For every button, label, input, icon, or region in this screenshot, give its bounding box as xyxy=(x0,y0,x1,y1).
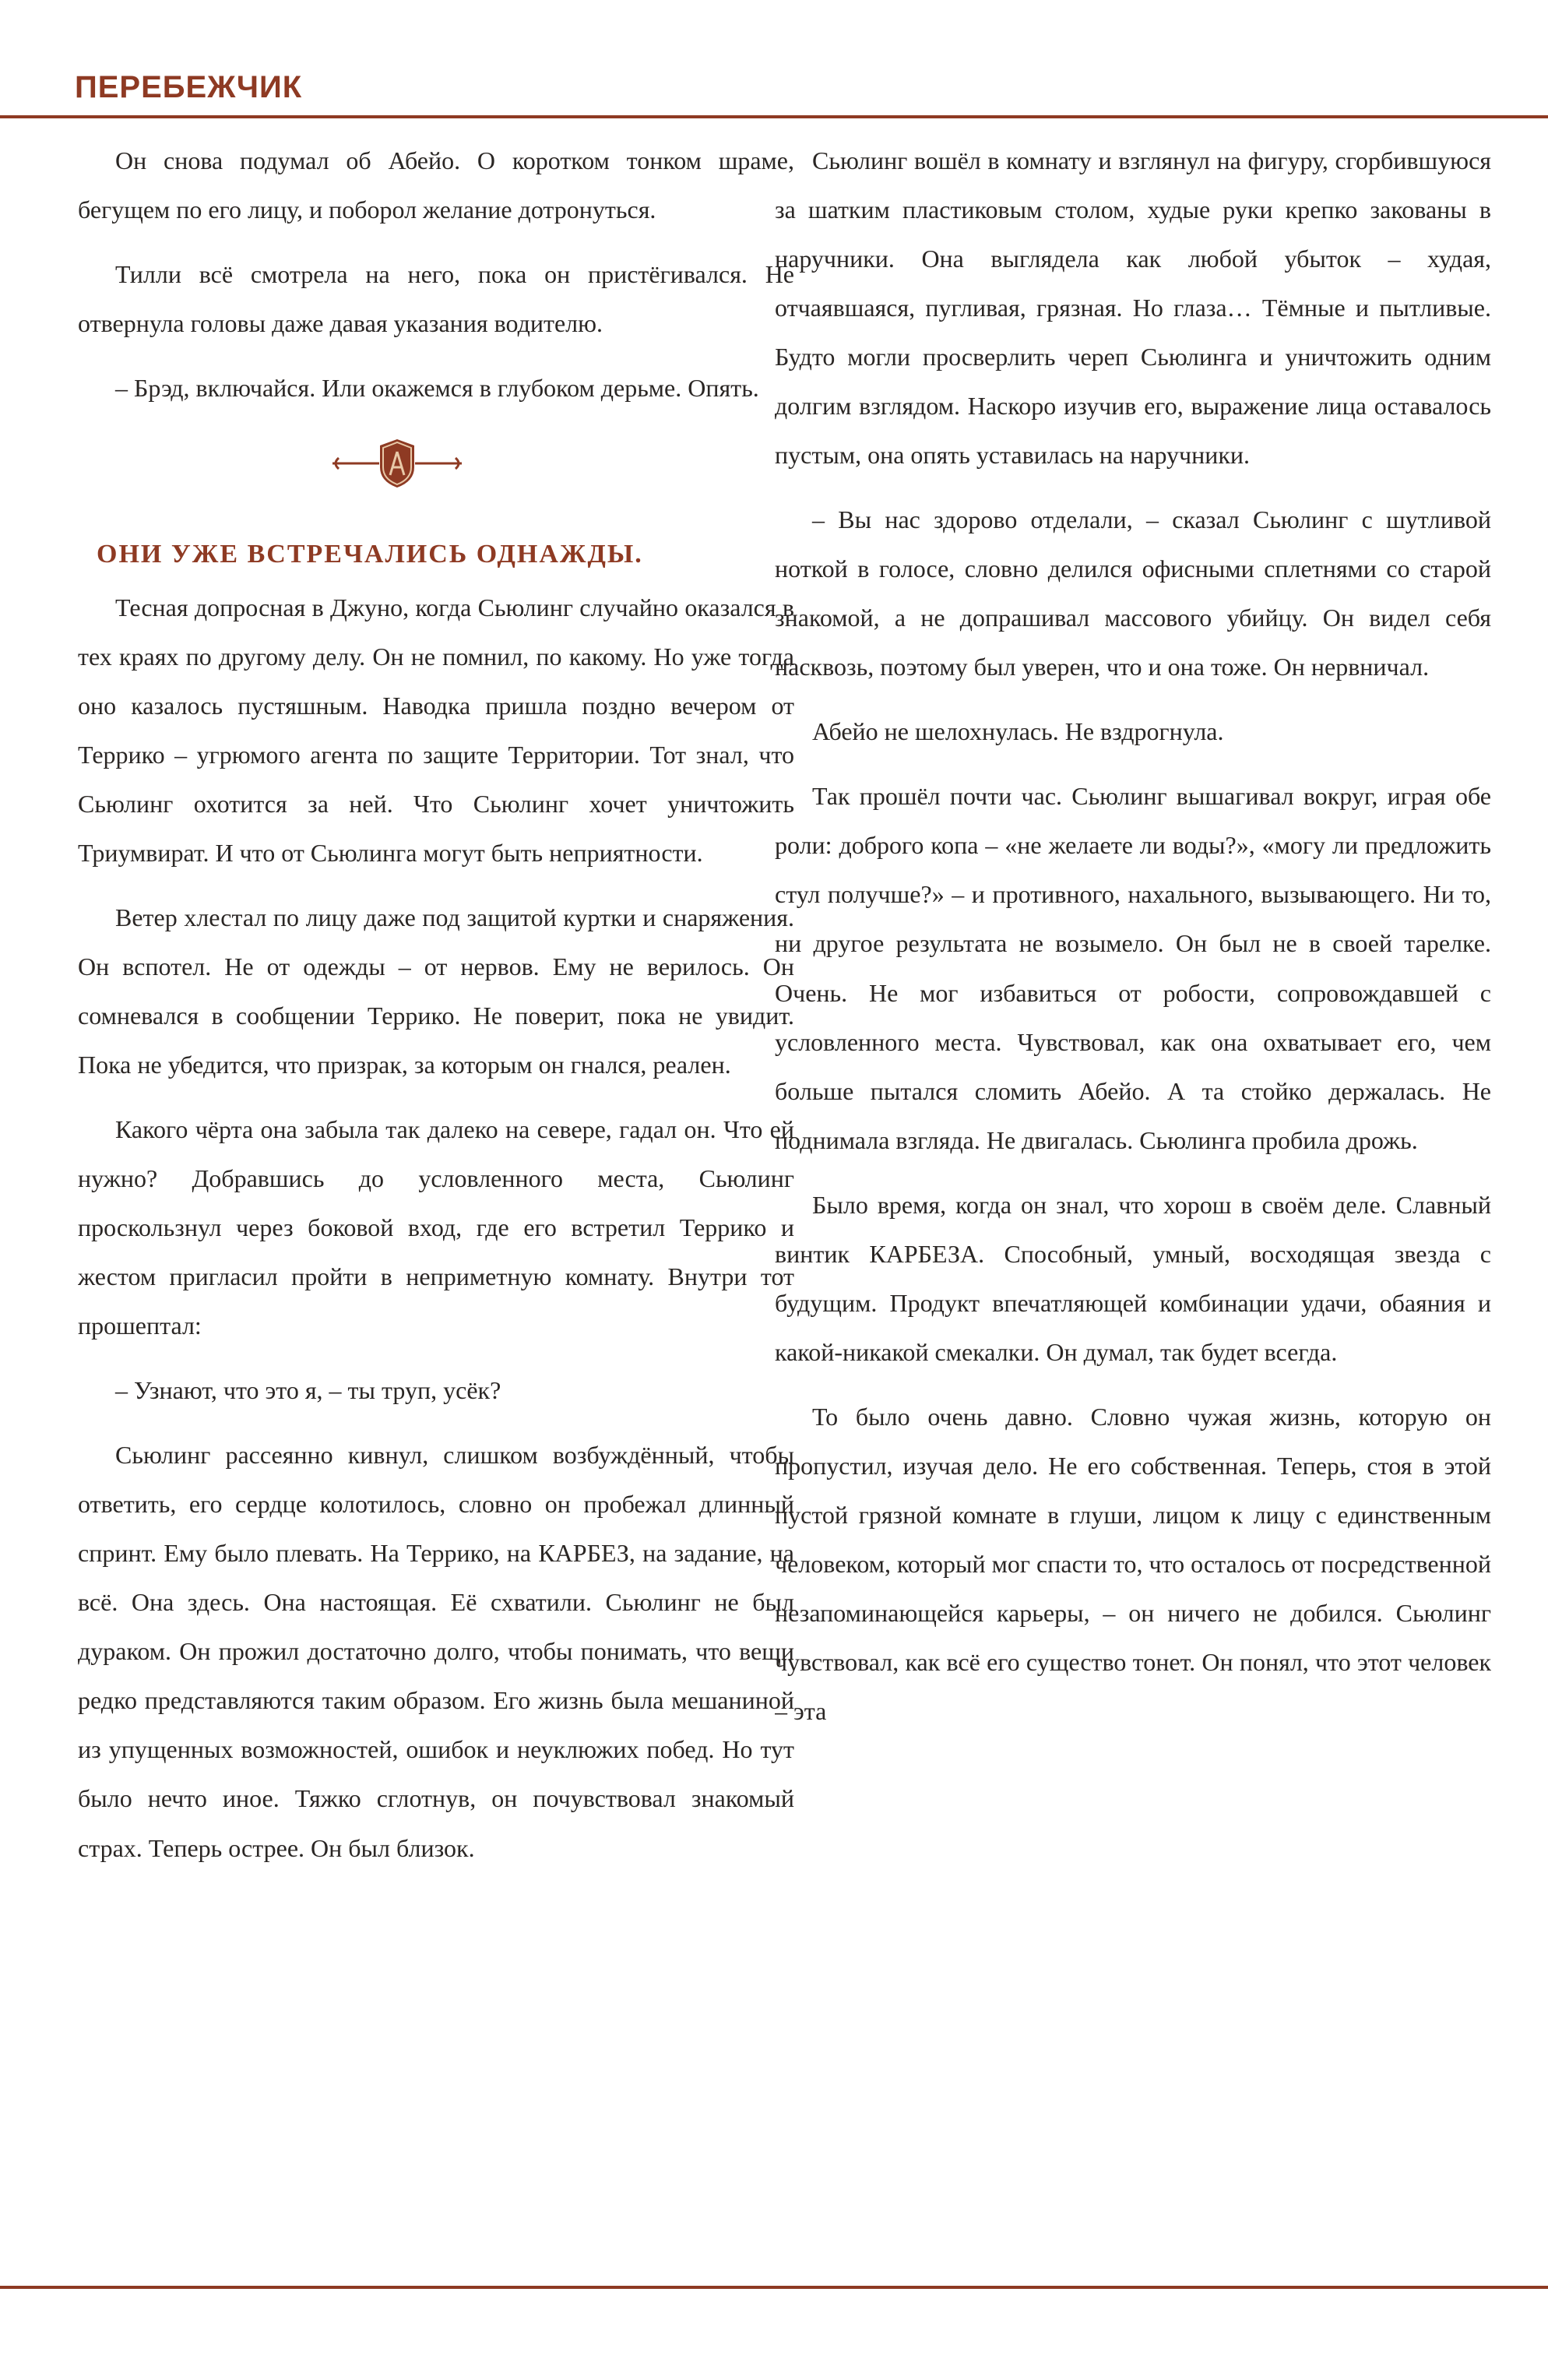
body-paragraph: Было время, когда он знал, что хорош в своём деле. Славный винтик КАРБЕЗА. Способный, умный, восходящая звезда с будущим. Продукт впечатляющей комбинации удачи, обаяния и какой-никакой смекалки. Он думал, так будет всегда. xyxy=(775,1190,1491,1366)
body-paragraph: Ветер хлестал по лицу даже под защитой куртки и снаряжения. Он вспотел. Не от одежды – от нервов. Ему не верилось. Он сомневался в сообщении Террико. Не поверит, пока не увидит. Пока не убедится, что призрак, за которым он гнался, реален. xyxy=(78,903,794,1079)
left-column xyxy=(78,136,794,2270)
right-column xyxy=(775,136,1491,2270)
body-paragraph: То было очень давно. Словно чужая жизнь, которую он пропустил, изучая дело. Не его собственная. Теперь, стоя в этой пустой грязной комнате в глуши, лицом к лицу с единственным человеком, который мог спасти то, что осталось от посредственной незапоминающейся карьеры, – он ничего не добился. Сьюлинг чувствовал, как всё его существо тонет. Он понял, что этот человек – эта xyxy=(775,1402,1491,1725)
body-paragraph: Сьюлинг рассеянно кивнул, слишком возбуждённый, чтобы ответить, его сердце колотилось, словно он пробежал длинный спринт. Ему было плевать. На Террико, на КАРБЕЗ, на задание, на всё. Она здесь. Она настоящая. Её схватили. Сьюлинг не был дураком. Он прожил достаточно долго, чтобы понимать, что вещи редко представляются таким образом. Его жизнь была мешаниной из упущенных возможностей, ошибок и неуклюжих побед. Но тут было нечто иное. Тяжко сглотнув, он почувствовал знакомый страх. Теперь острее. Он был близок. xyxy=(78,1441,794,1862)
body-paragraph: – Вы нас здорово отделали, – сказал Сьюлинг с шутливой ноткой в голосе, словно делился офисными сплетнями со старой знакомой, а не допрашивал массового убийцу. Он видел себя насквозь, поэтому был уверен, что и она тоже. Он нервничал. xyxy=(775,505,1491,681)
body-paragraph: – Узнают, что это я, – ты труп, усёк? xyxy=(115,1376,501,1405)
footer-rule xyxy=(0,2286,1548,2289)
body-paragraph: – Брэд, включайся. Или окажемся в глубоком дерьме. Опять. xyxy=(115,374,759,403)
body-paragraph: Тесная допросная в Джуно, когда Сьюлинг случайно оказался в тех краях по другому делу. Он не помнил, по какому. Но уже тогда оно казалось пустяшным. Наводка пришла поздно вечером от Террико – угрюмого агента по защите Территории. Тот знал, что Сьюлинг охотится за ней. Что Сьюлинг хочет уничтожить Триумвират. И что от Сьюлинга могут быть неприятности. xyxy=(78,593,794,867)
body-paragraph: Какого чёрта она забыла так далеко на севере, гадал он. Что ей нужно? Добравшись до условленного места, Сьюлинг проскользнул через боковой вход, где его встретил Террико и жестом пригласил пройти в неприметную комнату. Внутри тот прошептал: xyxy=(78,1115,794,1340)
body-paragraph: Тилли всё смотрела на него, пока он пристёгивался. Не отвернула головы даже давая указания водителю. xyxy=(78,260,794,338)
body-paragraph: Он снова подумал об Абейо. О коротком тонком шраме, бегущем по его лицу, и поборол желание дотронуться. xyxy=(78,146,794,224)
body-paragraph: Так прошёл почти час. Сьюлинг вышагивал вокруг, играя обе роли: доброго копа – «не желаете ли воды?», «могу ли предложить стул получше?» – и противного, нахального, вызывающего. Ни то, ни другое результата не возымело. Он был не в своей тарелке. Очень. Не мог избавиться от робости, сопровождавшей с условленного места. Чувствовал, как она охватывает его, чем больше пытался сломить Абейо. А та стойко держалась. Не поднимала взгляда. Не двигалась. Сьюлинга пробила дрожь. xyxy=(775,782,1491,1154)
body-paragraph: Сьюлинг вошёл в комнату и взглянул на фигуру, сгорбившуюся за шатким пластиковым столом, худые руки крепко закованы в наручники. Она выглядела как любой убыток – худая, отчаявшаяся, пугливая, грязная. Но глаза… Тёмные и пытливые. Будто могли просверлить череп Сьюлинга и уничтожить одним долгим взглядом. Наскоро изучив его, выражение лица оставалось пустым, она опять уставилась на наручники. xyxy=(775,146,1491,470)
section-heading: ОНИ УЖЕ ВСТРЕЧАЛИСЬ ОДНАЖДЫ. xyxy=(97,540,643,569)
shield-emblem-icon xyxy=(331,436,463,491)
header-rule xyxy=(0,115,1548,118)
body-paragraph: Абейо не шелохнулась. Не вздрогнула. xyxy=(812,717,1224,746)
running-header-title: ПЕРЕБЕЖЧИК xyxy=(75,70,303,104)
